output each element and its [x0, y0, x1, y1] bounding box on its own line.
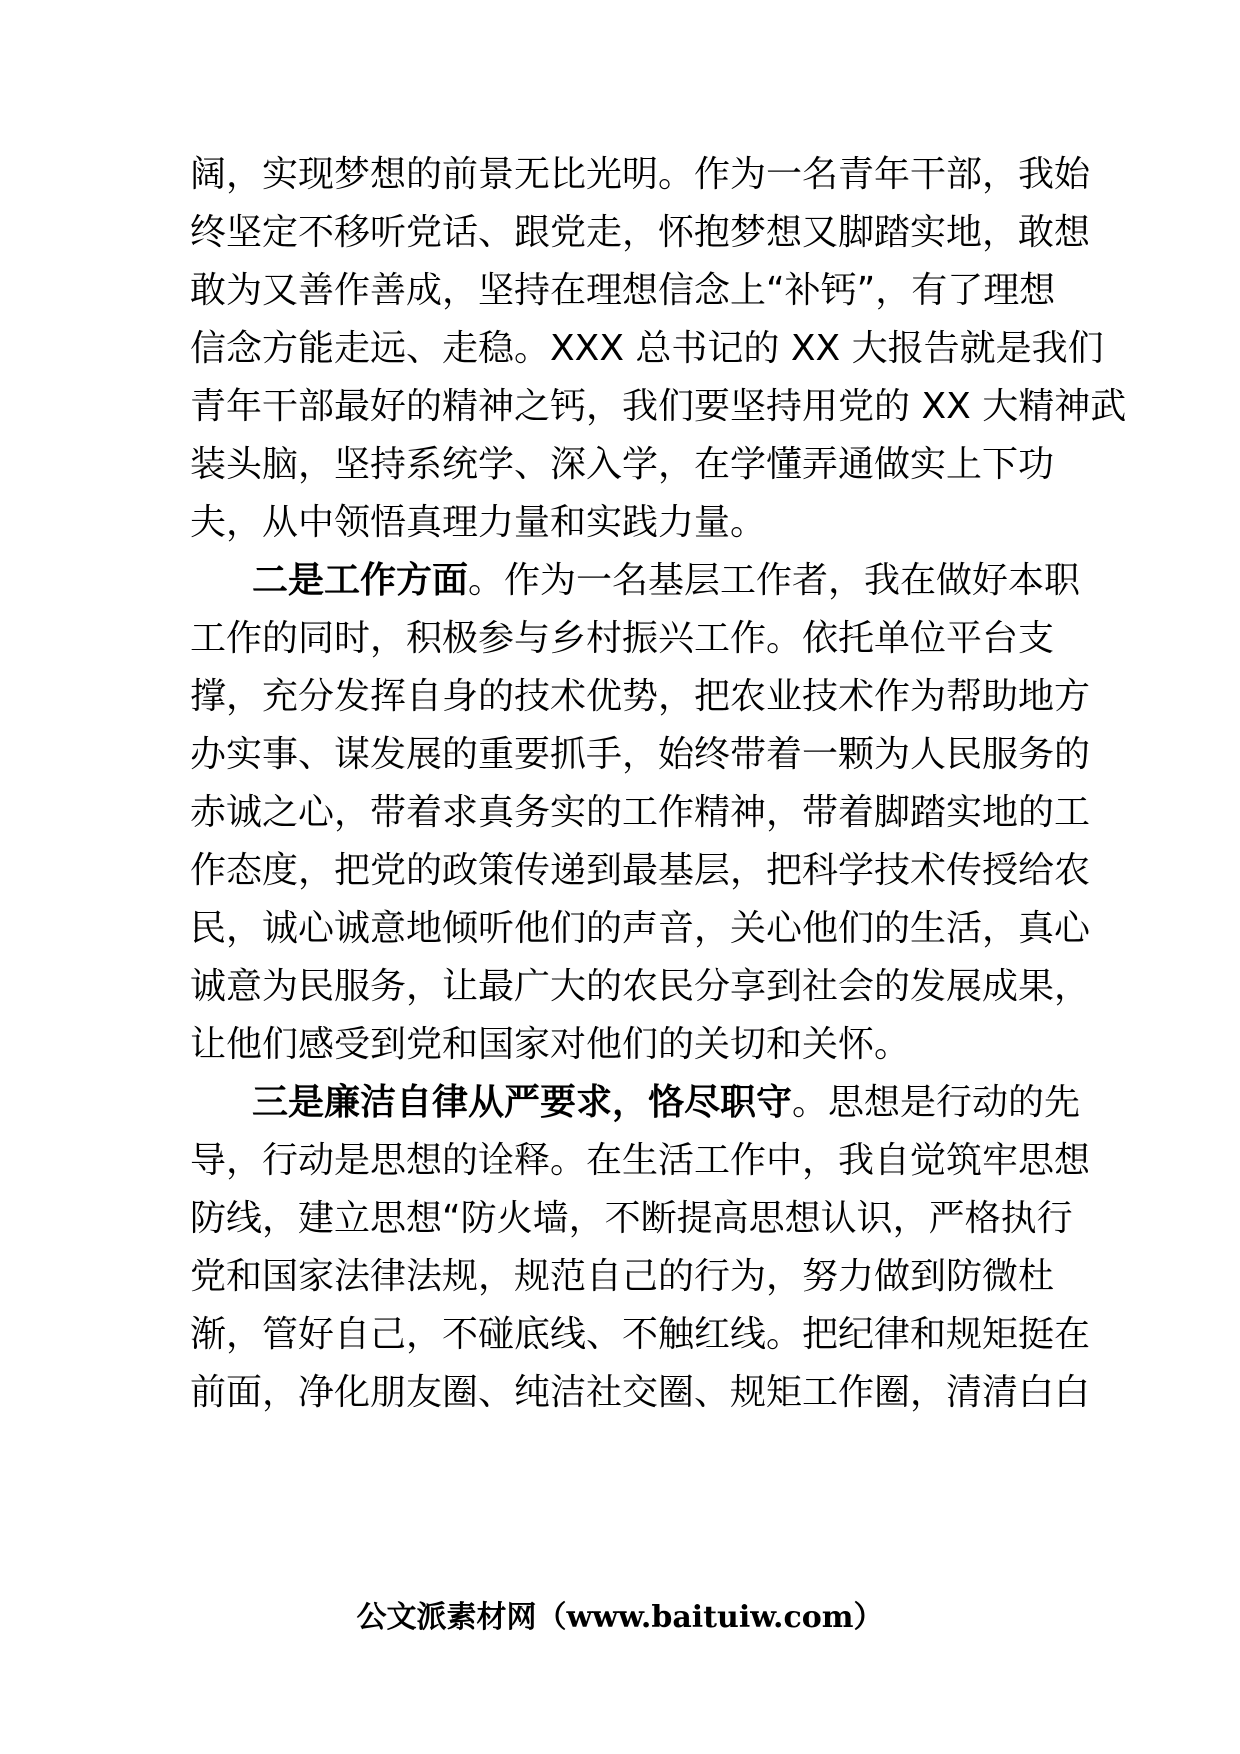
paragraph1-line: 阔，实现梦想的前景无比光明。作为一名青年干部，我始 [190, 154, 1091, 195]
paragraph1-line: 终坚定不移听党话、跟党走，怀抱梦想又脚踏实地，敢想 [190, 212, 1091, 253]
paragraph2-line: 撑，充分发挥自身的技术优势，把农业技术作为帮助地方 [190, 676, 1091, 717]
paragraph2-line: 工作的同时，积极参与乡村振兴工作。依托单位平台支 [190, 618, 1055, 659]
footer-source: 公文派素材网（www.baituiw.com） [356, 1600, 884, 1635]
paragraph2-first-line-text: 。作为一名基层工作者，我在做好本职 [468, 560, 1081, 601]
paragraph2-line: 作态度，把党的政策传递到最基层，把科学技术传授给农 [190, 850, 1091, 891]
paragraph3-first-line [252, 1078, 1080, 1128]
paragraph2-heading: 二是工作方面 [252, 560, 469, 601]
paragraph3-line: 党和国家法律法规，规范自己的行为，努力做到防微杜 [190, 1256, 1055, 1297]
paragraph3-line: 前面，净化朋友圈、纯洁社交圈、规矩工作圈，清清白白 [190, 1372, 1091, 1413]
paragraph2-first-line [252, 556, 1080, 606]
paragraph3-first-line-text: 。思想是行动的先 [792, 1082, 1081, 1123]
paragraph3-line: 导，行动是思想的诠释。在生活工作中，我自觉筑牢思想 [190, 1140, 1091, 1181]
paragraph2-line: 让他们感受到党和国家对他们的关切和关怀。 [190, 1024, 911, 1065]
paragraph3-line: 渐，管好自己，不碰底线、不触红线。把纪律和规矩挺在 [190, 1314, 1091, 1355]
paragraph1-line: 敢为又善作善成，坚持在理想信念上“补钙”，有了理想 [190, 270, 1056, 311]
paragraph1-line: 信念方能走远、走稳。XXX 总书记的 XX 大报告就是我们 [190, 328, 1104, 369]
paragraph2-line: 赤诚之心，带着求真务实的工作精神，带着脚踏实地的工 [190, 792, 1091, 833]
paragraph2-line: 诚意为民服务，让最广大的农民分享到社会的发展成果， [190, 966, 1091, 1007]
paragraph1-line: 青年干部最好的精神之钙，我们要坚持用党的 XX 大精神武 [190, 386, 1127, 427]
paragraph3-heading: 三是廉洁自律从严要求，恪尽职守 [252, 1082, 793, 1123]
paragraph3-line: 防线，建立思想“防火墙，不断提高思想认识，严格执行 [190, 1198, 1073, 1239]
paragraph2-line: 民，诚心诚意地倾听他们的声音，关心他们的生活，真心 [190, 908, 1091, 949]
paragraph2-line: 办实事、谋发展的重要抓手，始终带着一颗为人民服务的 [190, 734, 1091, 775]
paragraph1-line: 夫，从中领悟真理力量和实践力量。 [190, 502, 767, 543]
paragraph1-line: 装头脑，坚持系统学、深入学，在学懂弄通做实上下功 [190, 444, 1055, 485]
